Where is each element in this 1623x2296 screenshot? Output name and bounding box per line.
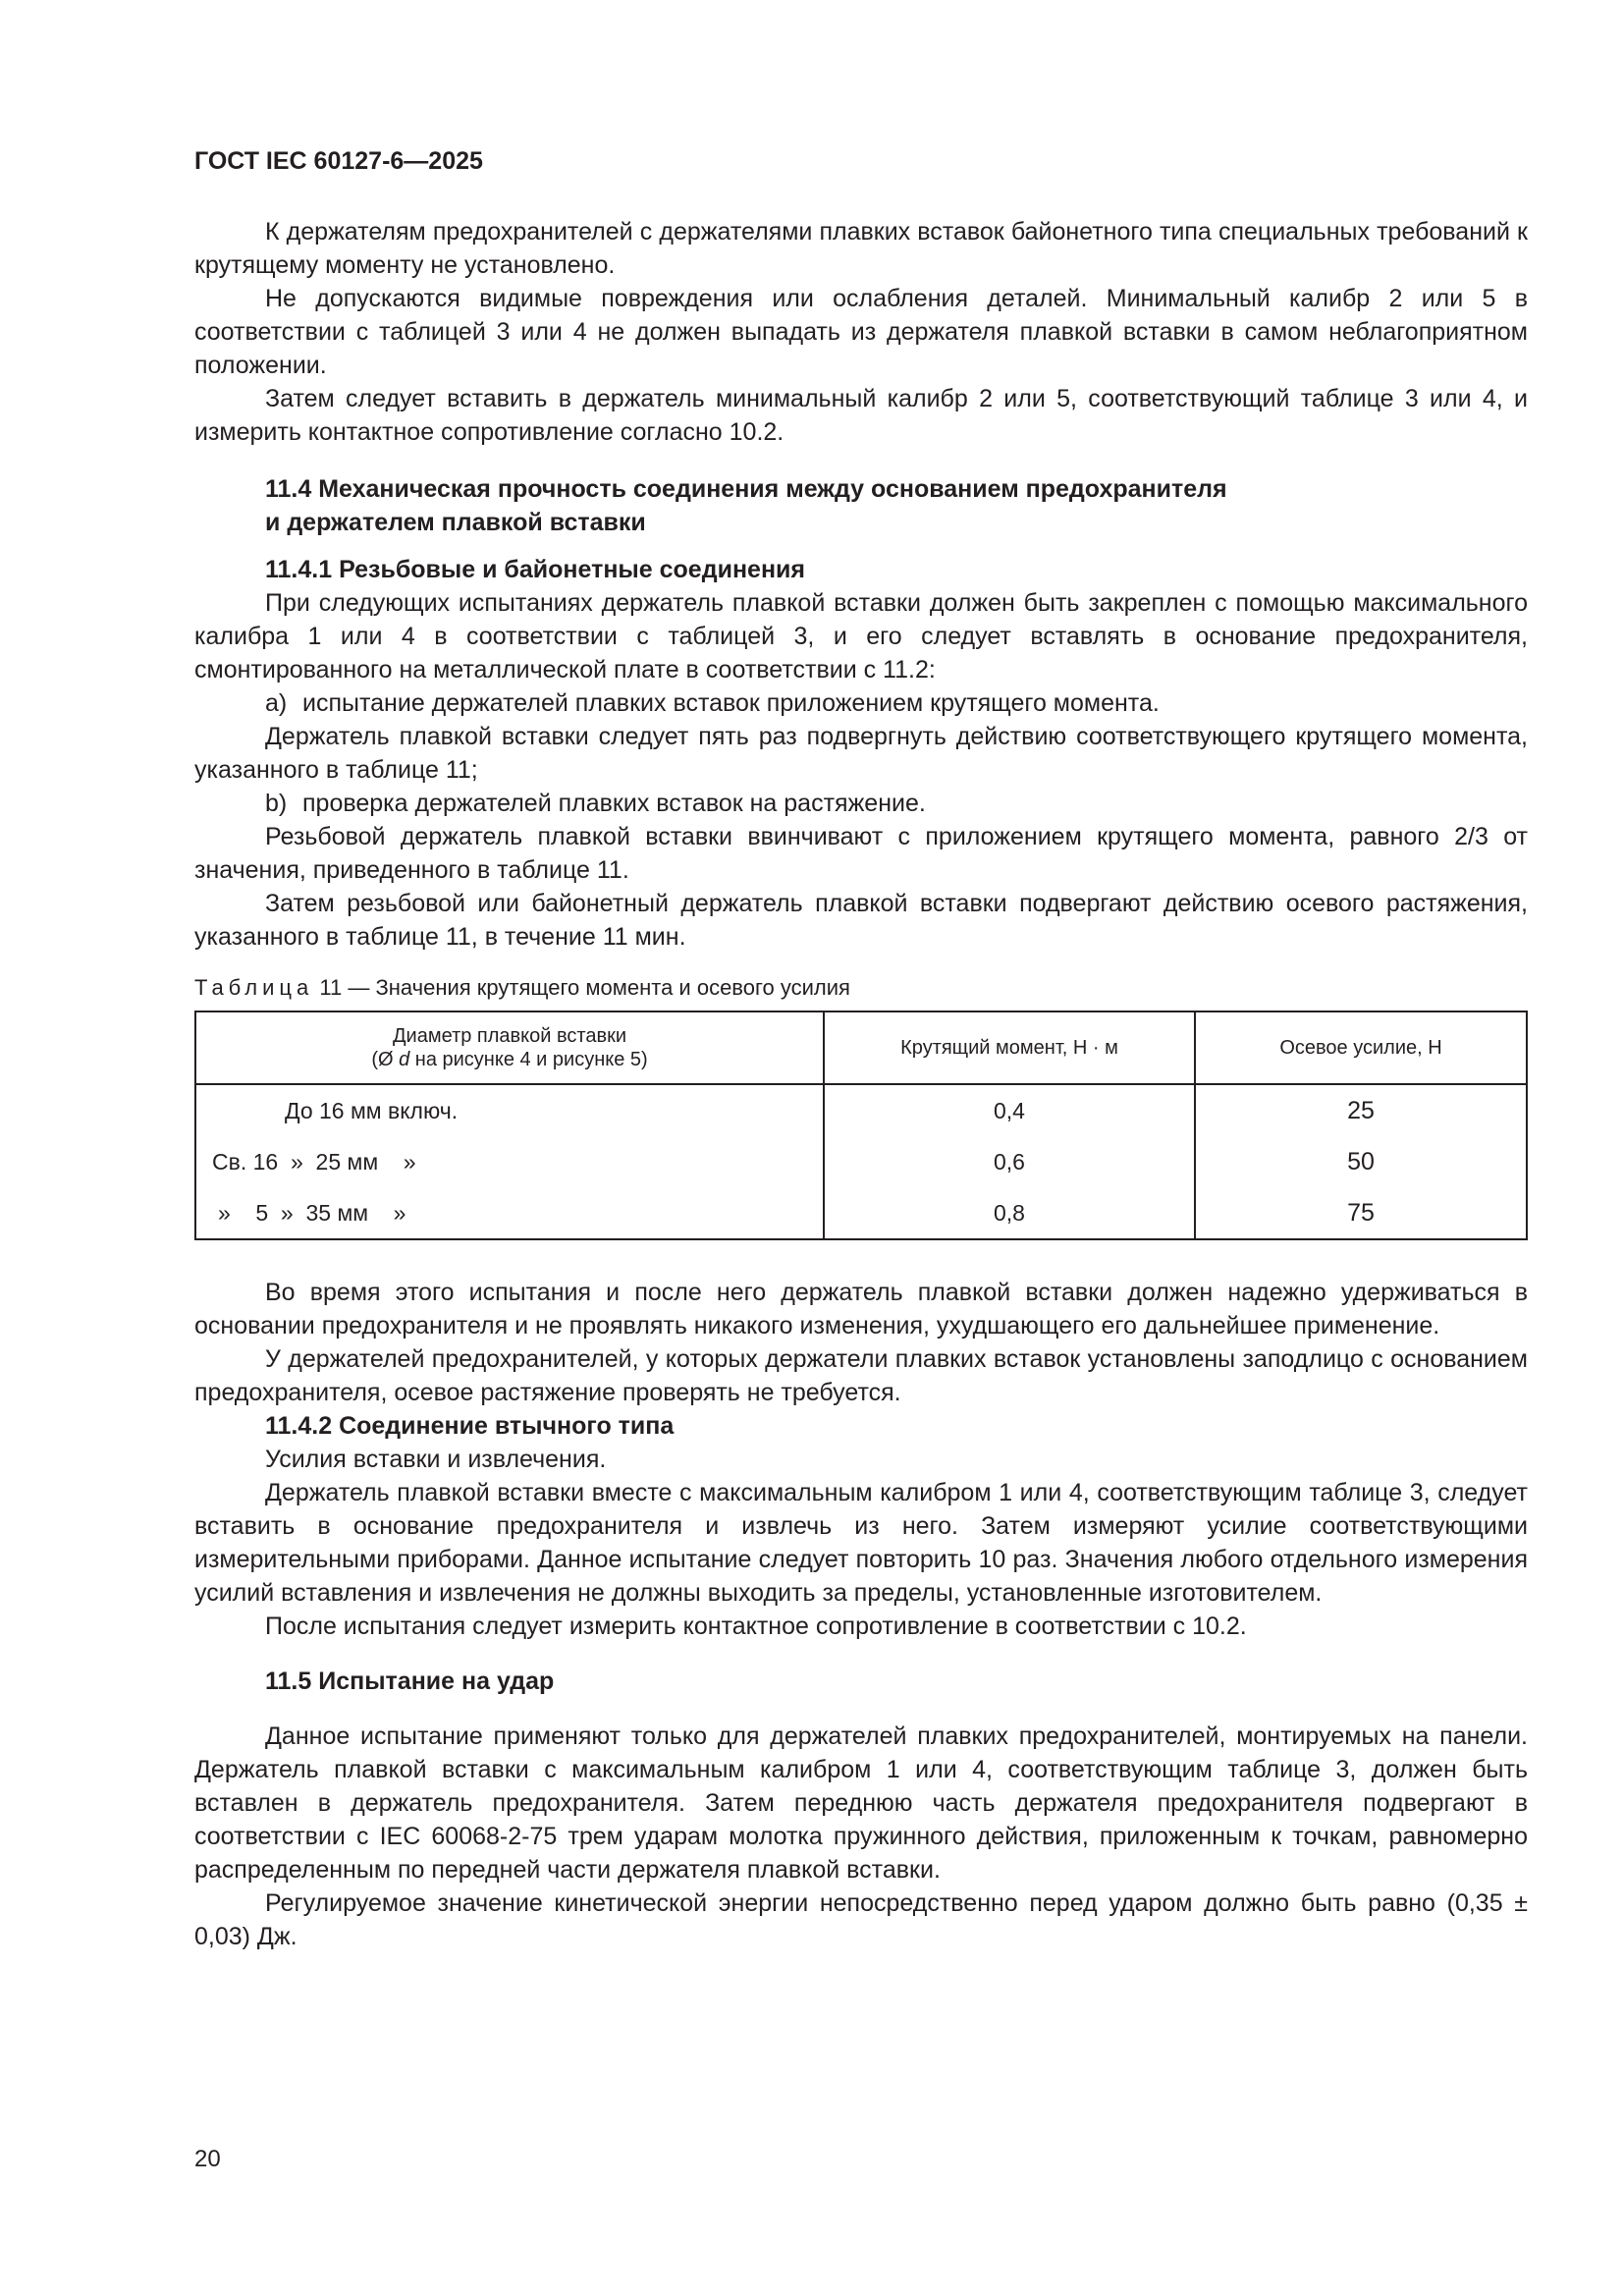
table-header-torque: Крутящий момент, Н · м (824, 1011, 1195, 1084)
paragraph: Не допускаются видимые повреждения или ослабления деталей. Минимальный калибр 2 или 5 в соответствии с таблицей 3 или 4 не должен выпадать из держателя плавкой вставки в самом неблагоприятном положении. (194, 285, 1528, 379)
paragraph: Данное испытание применяют только для держателей плавких предохранителей, монтируемых на панели. Держатель плавкой вставки с максимальным калибром 1 или 4, соответствующим таблице 3, должен быть вставлен в держатель предохранителя. Затем переднюю часть держателя предохранителя подвергают в соответствии с IEC 60068-2-75 трем ударам молотка пружинного действия, приложенным к точкам, равномерно распределенным по передней части держателя плавкой вставки. (194, 1722, 1528, 1884)
document-page (194, 147, 1528, 1953)
table-header-force: Осевое усилие, Н (1195, 1011, 1527, 1084)
paragraph: Держатель плавкой вставки вместе с максимальным калибром 1 или 4, соответствующим таблице 3, следует вставить в основание предохранителя и извлечь из него. Затем измеряют усилие соответствующими измерительными приборами. Данное испытание следует повторить 10 раз. Значения любого отдельного измерения усилий вставления и извлечения не должны выходить за пределы, установленные изготовителем. (194, 1479, 1528, 1607)
list-text: проверка держателей плавких вставок на растяжение. (302, 790, 926, 817)
table-cell-torque: 0,8 (824, 1187, 1195, 1239)
list-marker: b) (265, 790, 288, 817)
heading-line: 11.4 Механическая прочность соединения между основанием предохранителя (265, 475, 1227, 503)
table-row (195, 1187, 1527, 1239)
table-caption (194, 975, 1528, 1001)
section-heading-11-5: 11.5 Испытание на удар (265, 1667, 555, 1695)
table-cell-torque: 0,6 (824, 1136, 1195, 1187)
table-cell-diameter: Св. 16 » 25 мм » (195, 1136, 824, 1187)
paragraph: Затем резьбовой или байонетный держатель плавкой вставки подвергают действию осевого растяжения, указанного в таблице 11, в течение 11 мин. (194, 890, 1528, 951)
paragraph: После испытания следует измерить контактное сопротивление в соответствии с 10.2. (265, 1613, 1247, 1640)
heading-line: и держателем плавкой вставки (265, 509, 646, 536)
table-header-row (195, 1011, 1527, 1084)
paragraph: У держателей предохранителей, у которых держатели плавких вставок установлены заподлицо с основанием предохранителя, осевое растяжение проверять не требуется. (194, 1345, 1528, 1406)
table-row (195, 1136, 1527, 1187)
table-cell-force: 50 (1195, 1136, 1527, 1187)
page-number: 20 (194, 2146, 221, 2172)
table-row (195, 1084, 1527, 1136)
section-heading-11-4-2: 11.4.2 Соединение втычного типа (265, 1412, 675, 1440)
section-heading-11-4 (265, 472, 1528, 539)
table-cell-torque: 0,4 (824, 1084, 1195, 1136)
document-header: ГОСТ IEC 60127-6—2025 (194, 147, 483, 175)
section-heading-11-4-1: 11.4.1 Резьбовые и байонетные соединения (265, 556, 805, 583)
paragraph: Затем следует вставить в держатель минимальный калибр 2 или 5, соответствующий таблице 3 или 4, и измерить контактное сопротивление согласно 10.2. (194, 385, 1528, 446)
paragraph: К держателям предохранителей с держателями плавких вставок байонетного типа специальных требований к крутящему моменту не установлено. (194, 218, 1528, 279)
list-text: испытание держателей плавких вставок приложением крутящего момента. (302, 689, 1160, 717)
table-cell-force: 25 (1195, 1084, 1527, 1136)
paragraph: Усилия вставки и извлечения. (265, 1446, 607, 1473)
table-caption-text: 11 — Значения крутящего момента и осевого усилия (319, 975, 850, 1000)
list-marker: a) (265, 689, 288, 717)
paragraph: Держатель плавкой вставки следует пять раз подвергнуть действию соответствующего крутящего момента, указанного в таблице 11; (194, 723, 1528, 784)
list-item-b (194, 787, 1528, 820)
torque-force-table (194, 1011, 1528, 1240)
paragraph: Резьбовой держатель плавкой вставки ввинчивают с приложением крутящего момента, равного 2/3 от значения, приведенного в таблице 11. (194, 823, 1528, 884)
paragraph: Во время этого испытания и после него держатель плавкой вставки должен надежно удерживаться в основании предохранителя и не проявлять никакого изменения, ухудшающего его дальнейшее применение. (194, 1279, 1528, 1339)
table-header-diameter: Диаметр плавкой вставки (Ø d на рисунке 4 и рисунке 5) (195, 1011, 824, 1084)
list-item-a (194, 686, 1528, 720)
table-caption-label: Таблица (194, 975, 314, 1000)
table-cell-force: 75 (1195, 1187, 1527, 1239)
table-cell-diameter: » 5 » 35 мм » (195, 1187, 824, 1239)
table-cell-diameter: До 16 мм включ. (195, 1084, 824, 1136)
paragraph: При следующих испытаниях держатель плавкой вставки должен быть закреплен с помощью максимального калибра 1 или 4 в соответствии с таблицей 3, и его следует вставлять в основание предохранителя, смонтированного на металлической плате в соответствии с 11.2: (194, 589, 1528, 683)
paragraph: Регулируемое значение кинетической энергии непосредственно перед ударом должно быть равно (0,35 ± 0,03) Дж. (194, 1889, 1528, 1950)
